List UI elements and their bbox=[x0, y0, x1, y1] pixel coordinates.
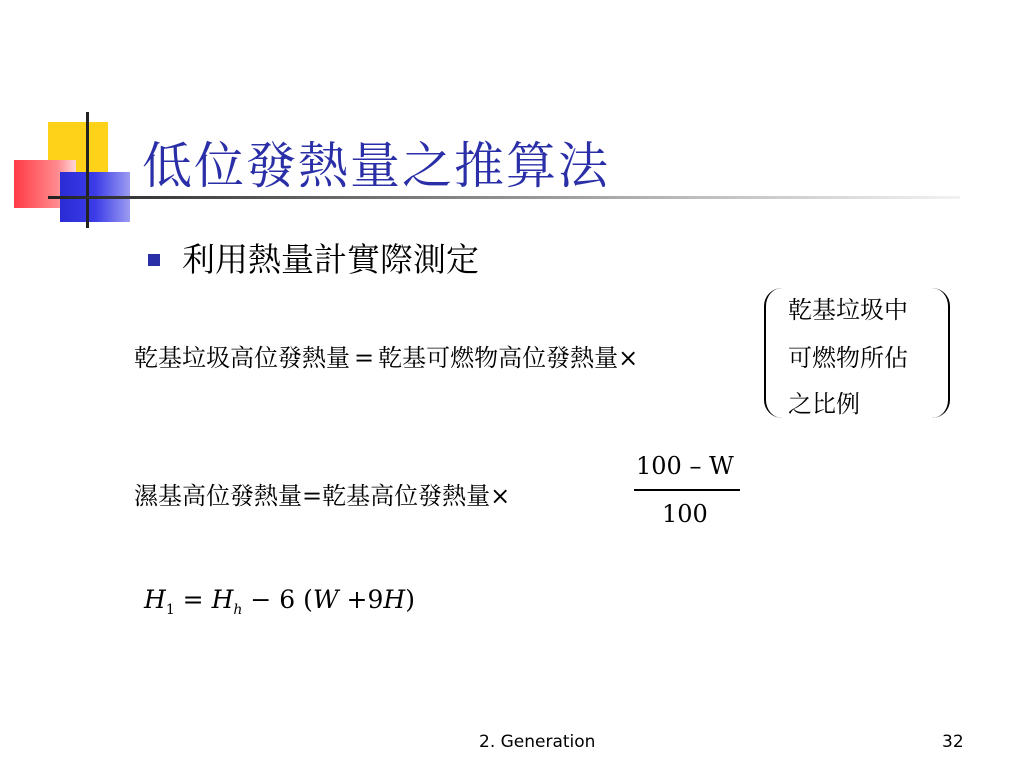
formula3-subh: h bbox=[233, 602, 243, 618]
formula3-w: W bbox=[312, 585, 339, 614]
footer-section: 2. Generation bbox=[479, 732, 596, 752]
formula3-close: ) bbox=[405, 585, 415, 614]
formula1-times: × bbox=[618, 344, 639, 372]
formula3-plus: +9 bbox=[338, 585, 384, 614]
bullet-square-icon bbox=[148, 254, 160, 266]
formula2-fraction-bar bbox=[634, 489, 740, 491]
formula2-lhs bbox=[134, 476, 510, 511]
formula2-rhs-text: 乾基高位發熱量 bbox=[322, 482, 491, 510]
formula3-eq: = bbox=[174, 585, 212, 614]
formula1-lhs bbox=[134, 338, 638, 373]
formula2-numerator: 100 – W bbox=[636, 452, 734, 480]
formula2-denominator: 100 bbox=[662, 500, 708, 528]
formula1-rhs-text: 乾基可燃物高位發熱量 bbox=[378, 344, 619, 372]
formula2-equals: = bbox=[302, 482, 323, 510]
formula3-sub1: 1 bbox=[165, 602, 175, 618]
formula3-h: H bbox=[383, 585, 406, 614]
page-number: 32 bbox=[942, 732, 964, 752]
formula1-equals: = bbox=[354, 344, 375, 372]
formula3 bbox=[144, 585, 415, 618]
formula1-paren-line2: 可燃物所佔 bbox=[788, 344, 908, 372]
decor-vertical-line bbox=[86, 112, 89, 228]
formula2-lhs-text: 濕基高位發熱量 bbox=[134, 482, 302, 510]
formula1-right-paren bbox=[930, 288, 950, 418]
bullet-text: 利用熱量計實際測定 bbox=[182, 240, 479, 279]
formula1-paren-line3: 之比例 bbox=[788, 390, 860, 418]
formula3-h1: H bbox=[144, 585, 166, 614]
formula1-lhs-text: 乾基垃圾高位發熱量 bbox=[134, 344, 350, 372]
formula3-hh: H bbox=[211, 585, 234, 614]
formula1-paren-line1: 乾基垃圾中 bbox=[788, 296, 908, 324]
formula1-left-paren bbox=[764, 288, 784, 418]
slide-title: 低位發熱量之推算法 bbox=[142, 137, 610, 195]
formula3-rest-prefix: − 6 ( bbox=[242, 585, 313, 614]
formula2-times: × bbox=[490, 482, 511, 510]
